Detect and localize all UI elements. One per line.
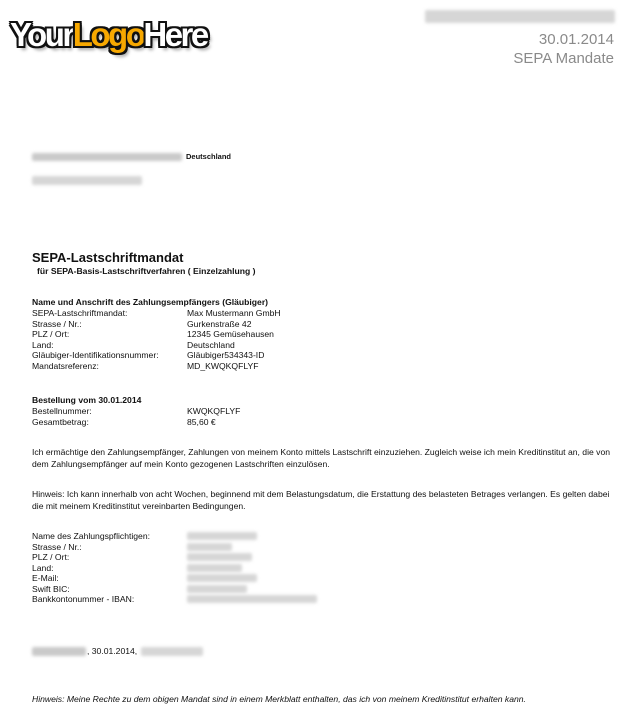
mandate-subtitle: für SEPA-Basis-Lastschriftverfahren ( Einzelzahlung ) [37, 266, 256, 276]
creditor-heading: Name und Anschrift des Zahlungsempfängers (Gläubiger) [32, 297, 269, 307]
debtor-row [32, 573, 317, 584]
creditor-value: Gurkenstraße 42 [187, 318, 252, 329]
footer-note: Hinweis: Meine Rechte zu dem obigen Mandat sind in einem Merkblatt enthalten, das ich von meinem Kreditinstitut erhalten kann. [32, 694, 526, 704]
creditor-row [32, 308, 281, 319]
redacted-recipient-address [32, 153, 182, 161]
creditor-row [32, 361, 281, 372]
redacted-header-line [425, 10, 615, 23]
debtor-label: PLZ / Ort: [32, 552, 70, 562]
debtor-row [32, 594, 317, 605]
order-value: 85,60 € [187, 416, 216, 427]
creditor-label: Gläubiger-Identifikationsnummer: [32, 350, 159, 360]
creditor-value: MD_KWQKQFLYF [187, 360, 259, 371]
creditor-label: SEPA-Lastschriftmandat: [32, 308, 128, 318]
creditor-value: Gläubiger534343-ID [187, 350, 265, 360]
mandate-title: SEPA-Lastschriftmandat [32, 250, 184, 265]
signature-date: , 30.01.2014, [87, 646, 138, 656]
logo-text-2: Logo [72, 16, 144, 53]
order-label: Bestellnummer: [32, 406, 92, 416]
order-value: KWQKQFLYF [187, 406, 241, 416]
creditor-row [32, 340, 281, 351]
order-row [32, 417, 240, 428]
order-table [32, 406, 240, 427]
redacted-value [187, 532, 257, 540]
debtor-row [32, 531, 317, 542]
redacted-value [187, 595, 317, 603]
redacted-signature [141, 647, 203, 656]
debtor-row [32, 584, 317, 595]
document-date: 30.01.2014 [538, 31, 614, 48]
debtor-label: Swift BIC: [32, 583, 70, 594]
company-logo [10, 14, 226, 56]
redacted-value [187, 574, 257, 582]
order-label: Gesamtbetrag: [32, 416, 89, 427]
debtor-row [32, 563, 317, 574]
redacted-value [187, 553, 252, 561]
logo-text-1: Your [10, 16, 73, 53]
debtor-row [32, 552, 317, 563]
creditor-table [32, 308, 281, 371]
creditor-value: Deutschland [187, 339, 235, 350]
logo-text-3: Here [143, 16, 207, 53]
creditor-row [32, 329, 281, 340]
creditor-value: 12345 Gemüsehausen [187, 329, 274, 339]
document-type: SEPA Mandate [513, 50, 614, 67]
creditor-value: Max Mustermann GmbH [187, 308, 281, 318]
redacted-value [187, 543, 232, 551]
order-row [32, 406, 240, 417]
creditor-row [32, 350, 281, 361]
debtor-label: Strasse / Nr.: [32, 541, 82, 552]
creditor-label: Strasse / Nr.: [32, 318, 82, 329]
creditor-label: Land: [32, 339, 54, 350]
debtor-label: E-Mail: [32, 573, 59, 583]
redacted-value [187, 564, 242, 572]
authorization-paragraph: Ich ermächtige den Zahlungsempfänger, Zahlungen von meinem Konto mittels Lastschrift einzuziehen. Zugleich weise ich mein Kreditinstitut an, die von dem Zahlungsempfänger auf mein Konto gezogenen Lastschriften einzulösen. [32, 447, 611, 469]
order-heading: Bestellung vom 30.01.2014 [32, 395, 142, 405]
creditor-label: PLZ / Ort: [32, 329, 70, 339]
debtor-label: Land: [32, 562, 54, 573]
redacted-value [187, 585, 247, 593]
creditor-row [32, 319, 281, 330]
debtor-table [32, 531, 317, 605]
signature-line [32, 646, 203, 656]
redacted-recipient-line2 [32, 176, 142, 185]
redacted-place [32, 647, 86, 656]
creditor-label: Mandatsreferenz: [32, 360, 99, 371]
debtor-label: Bankkontonummer - IBAN: [32, 594, 135, 604]
debtor-label: Name des Zahlungspflichtigen: [32, 531, 150, 541]
recipient-country: Deutschland [186, 152, 232, 161]
debtor-row [32, 542, 317, 553]
refund-hint-paragraph: Hinweis: Ich kann innerhalb von acht Wochen, beginnend mit dem Belastungsdatum, die Erstattung des belasteten Betrages verlangen. Es gelten dabei die mit meinem Kreditinstitut vereinbarten Bedingungen. [32, 489, 610, 511]
